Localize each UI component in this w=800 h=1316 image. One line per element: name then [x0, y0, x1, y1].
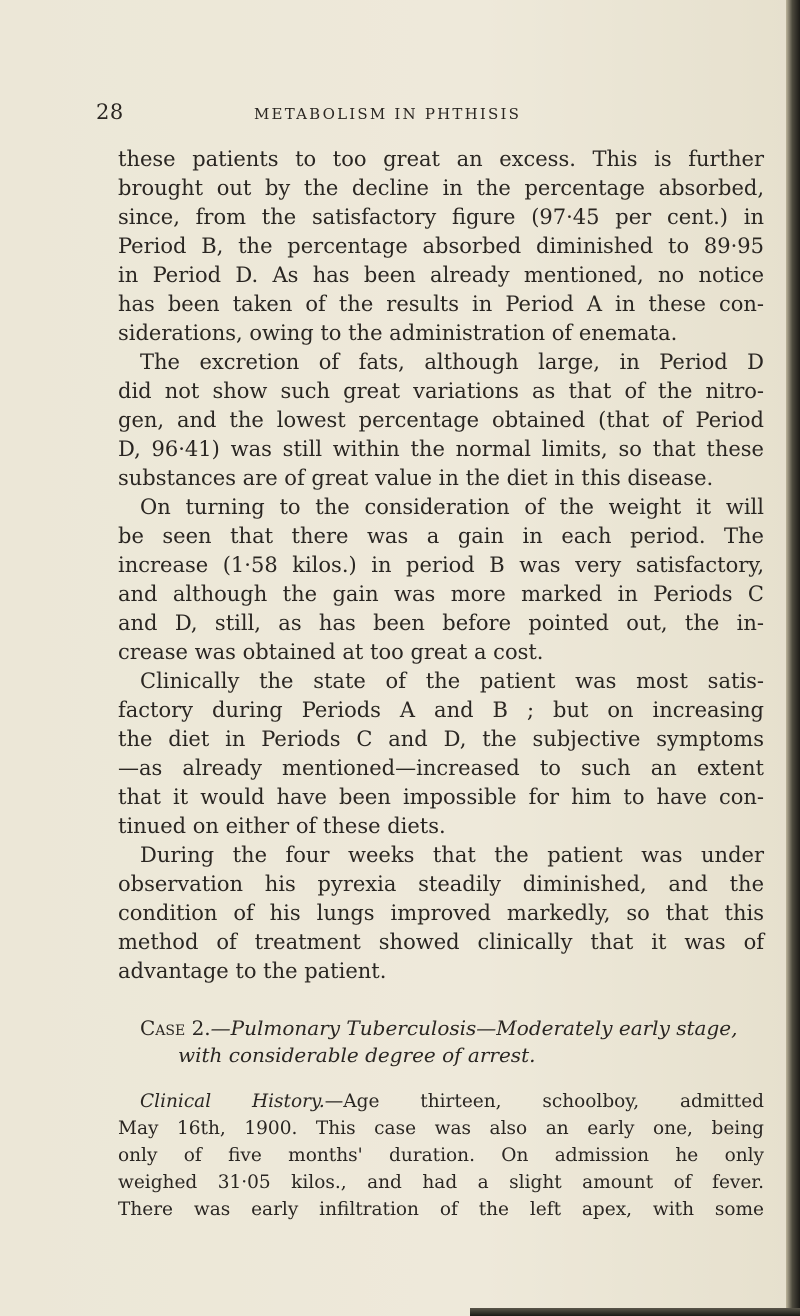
text-line: Clinically the state of the patient was most satis- — [140, 669, 764, 693]
text-line: brought out by the decline in the percentage absorbed, — [118, 176, 764, 200]
text-line: and D, still, as has been before pointed out, the in- — [118, 611, 764, 635]
clinical-history-text: —Age thirteen, schoolboy, admitted — [324, 1091, 764, 1112]
text-line: The excretion of fats, although large, in Period D — [140, 350, 764, 374]
text-line: factory during Periods A and B ; but on increasing — [118, 698, 764, 722]
text-line: On turning to the consideration of the weight it will — [140, 495, 764, 519]
text-line: in Period D. As has been already mentioned, no notice — [118, 263, 764, 287]
text-line: did not show such great variations as that of the nitro- — [118, 379, 764, 403]
case-label: Case 2. — [140, 1016, 211, 1040]
case-subtitle: with considerable degree of arrest. — [178, 1043, 536, 1067]
text-line: weighed 31·05 kilos., and had a slight amount of fever. — [118, 1172, 764, 1193]
text-line: D, 96·41) was still within the normal limits, so that these — [118, 437, 764, 461]
text-line: During the four weeks that the patient was under — [140, 843, 764, 867]
case-title: —Pulmonary Tuberculosis—Moderately early stage, — [210, 1016, 738, 1040]
text-line: method of treatment showed clinically that it was of — [118, 930, 764, 954]
clinical-history-line — [140, 1087, 764, 1116]
text-line: only of five months' duration. On admission he only — [118, 1145, 764, 1166]
text-line: siderations, owing to the administration of enemata. — [118, 321, 678, 345]
page-header — [96, 100, 756, 132]
text-line: gen, and the lowest percentage obtained (that of Period — [118, 408, 764, 432]
text-line: Period B, the percentage absorbed diminished to 89·95 — [118, 234, 764, 258]
text-line: substances are of great value in the diet in this disease. — [118, 466, 714, 490]
text-line: that it would have been impossible for him to have con- — [118, 785, 764, 809]
text-line: tinued on either of these diets. — [118, 814, 446, 838]
text-line: be seen that there was a gain in each period. The — [118, 524, 764, 548]
page-number: 28 — [96, 100, 124, 124]
text-line: —as already mentioned—increased to such an extent — [118, 756, 764, 780]
text-line: the diet in Periods C and D, the subjective symptoms — [118, 727, 764, 751]
text-line: and although the gain was more marked in Periods C — [118, 582, 764, 606]
page-bottom-edge — [470, 1308, 800, 1316]
text-line: May 16th, 1900. This case was also an early one, being — [118, 1118, 764, 1139]
clinical-history-label: Clinical History. — [140, 1091, 325, 1112]
text-line: condition of his lungs improved markedly, so that this — [118, 901, 764, 925]
text-line: has been taken of the results in Period A in these con- — [118, 292, 764, 316]
text-line: observation his pyrexia steadily diminished, and the — [118, 872, 764, 896]
text-line: since, from the satisfactory figure (97·45 per cent.) in — [118, 205, 764, 229]
case-title-line — [140, 1014, 764, 1043]
running-title: METABOLISM IN PHTHISIS — [254, 105, 522, 123]
text-line: increase (1·58 kilos.) in period B was very satisfactory, — [118, 553, 764, 577]
text-line: advantage to the patient. — [118, 959, 387, 983]
text-line: crease was obtained at too great a cost. — [118, 640, 544, 664]
text-line: these patients to too great an excess. This is further — [118, 147, 764, 171]
text-line: There was early infiltration of the left apex, with some — [118, 1199, 764, 1220]
page-binding-edge — [786, 0, 800, 1316]
